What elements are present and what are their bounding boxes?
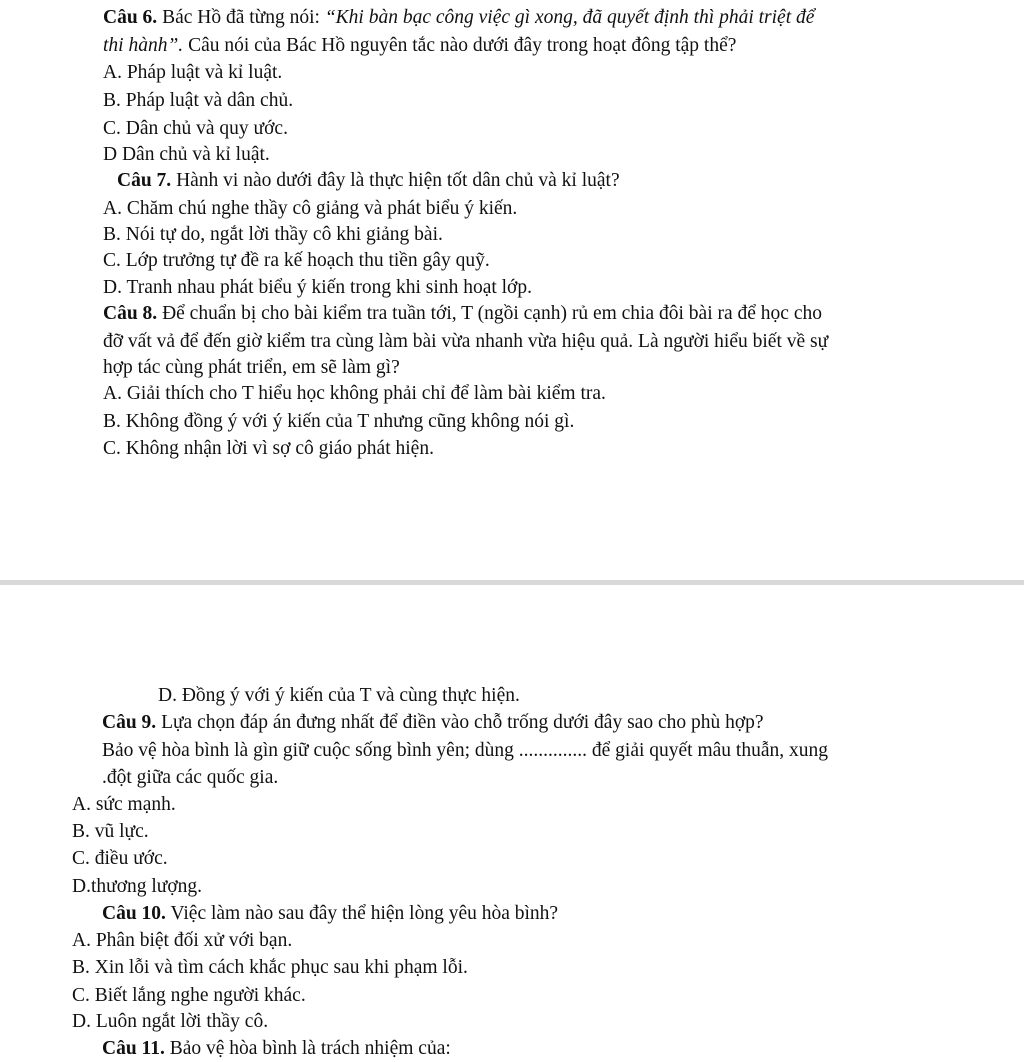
question-7 [117,168,620,194]
question-6-option-a: A. Pháp luật và kỉ luật. [103,62,283,83]
question-9-label: Câu 9. [102,712,157,733]
question-9-line-3: .đột giữa các quốc gia. [102,767,279,788]
question-9-option-d: D.thương lượng. [72,876,203,897]
question-11-text: Bảo vệ hòa bình là trách nhiệm của: [164,1038,451,1059]
question-8-line-2: đỡ vất vả để đến giờ kiểm tra cùng làm bài vừa nhanh vừa hiệu quả. Là người hiểu biết về sự [103,331,829,352]
question-9 [102,710,764,736]
question-9-option-a: A. sức mạnh. [72,794,176,815]
question-7-option-a: A. Chăm chú nghe thầy cô giảng và phát biểu ý kiến. [103,198,518,219]
question-10-option-c: C. Biết lắng nghe người khác. [72,985,306,1006]
question-8-line-3: hợp tác cùng phát triển, em sẽ làm gì? [103,357,400,378]
question-6-label: Câu 6. [103,7,158,28]
question-10 [102,901,558,927]
question-10-label: Câu 10. [102,903,166,924]
question-9-line-2: Bảo vệ hòa bình là gìn giữ cuộc sống bình yên; dùng .............. để giải quyết mâu thuẫn, xung [102,740,828,761]
question-7-label: Câu 7. [117,170,172,191]
question-7-option-d: D. Tranh nhau phát biểu ý kiến trong khi sinh hoạt lớp. [103,277,532,298]
question-11 [102,1036,451,1062]
question-9-option-c: C. điều ước. [72,848,168,869]
question-6-line-2 [103,33,736,59]
question-10-option-a: A. Phân biệt đối xử với bạn. [72,930,293,951]
question-10-text: Việc làm nào sau đây thể hiện lòng yêu hòa bình? [165,903,559,924]
question-9-option-b: B. vũ lực. [72,821,149,842]
question-8-line-1 [103,301,822,327]
question-6-text: Câu nói của Bác Hồ nguyên tắc nào dưới đây trong hoạt đông tập thể? [183,35,737,56]
question-6-quote: “Khi bàn bạc công việc gì xong, đã quyết định thì phải triệt để [324,7,815,28]
document-page-bottom [0,585,1024,1061]
question-8-option-d: D. Đồng ý với ý kiến của T và cùng thực hiện. [158,685,520,706]
question-6-line-1 [103,5,814,31]
question-6-option-b: B. Pháp luật và dân chủ. [103,90,294,111]
question-7-option-b: B. Nói tự do, ngắt lời thầy cô khi giảng bài. [103,224,443,245]
question-7-text: Hành vi nào dưới đây là thực hiện tốt dân chủ và kỉ luật? [171,170,620,191]
question-6-intro: Bác Hồ đã từng nói: [157,7,325,28]
question-11-label: Câu 11. [102,1038,165,1059]
question-8-option-b: B. Không đồng ý với ý kiến của T nhưng cũng không nói gì. [103,411,575,432]
question-6-option-d: D Dân chủ và kỉ luật. [103,144,270,165]
question-8-text: Để chuẩn bị cho bài kiểm tra tuần tới, T (ngồi cạnh) rủ em chia đôi bài ra để học cho [157,303,822,324]
question-6-option-c: C. Dân chủ và quy ước. [103,118,288,139]
question-9-text: Lựa chọn đáp án đưng nhất để điền vào chỗ trống dưới đây sao cho phù hợp? [156,712,764,733]
question-10-option-b: B. Xin lỗi và tìm cách khắc phục sau khi phạm lỗi. [72,957,468,978]
question-8-option-a: A. Giải thích cho T hiểu học không phải chỉ để làm bài kiểm tra. [103,383,606,404]
question-10-option-d: D. Luôn ngắt lời thầy cô. [72,1011,269,1032]
question-8-option-c: C. Không nhận lời vì sợ cô giáo phát hiện. [103,438,434,459]
question-6-quote-end: thi hành”. [103,35,184,56]
question-7-option-c: C. Lớp trưởng tự đề ra kế hoạch thu tiền gây quỹ. [103,250,490,271]
question-8-label: Câu 8. [103,303,158,324]
